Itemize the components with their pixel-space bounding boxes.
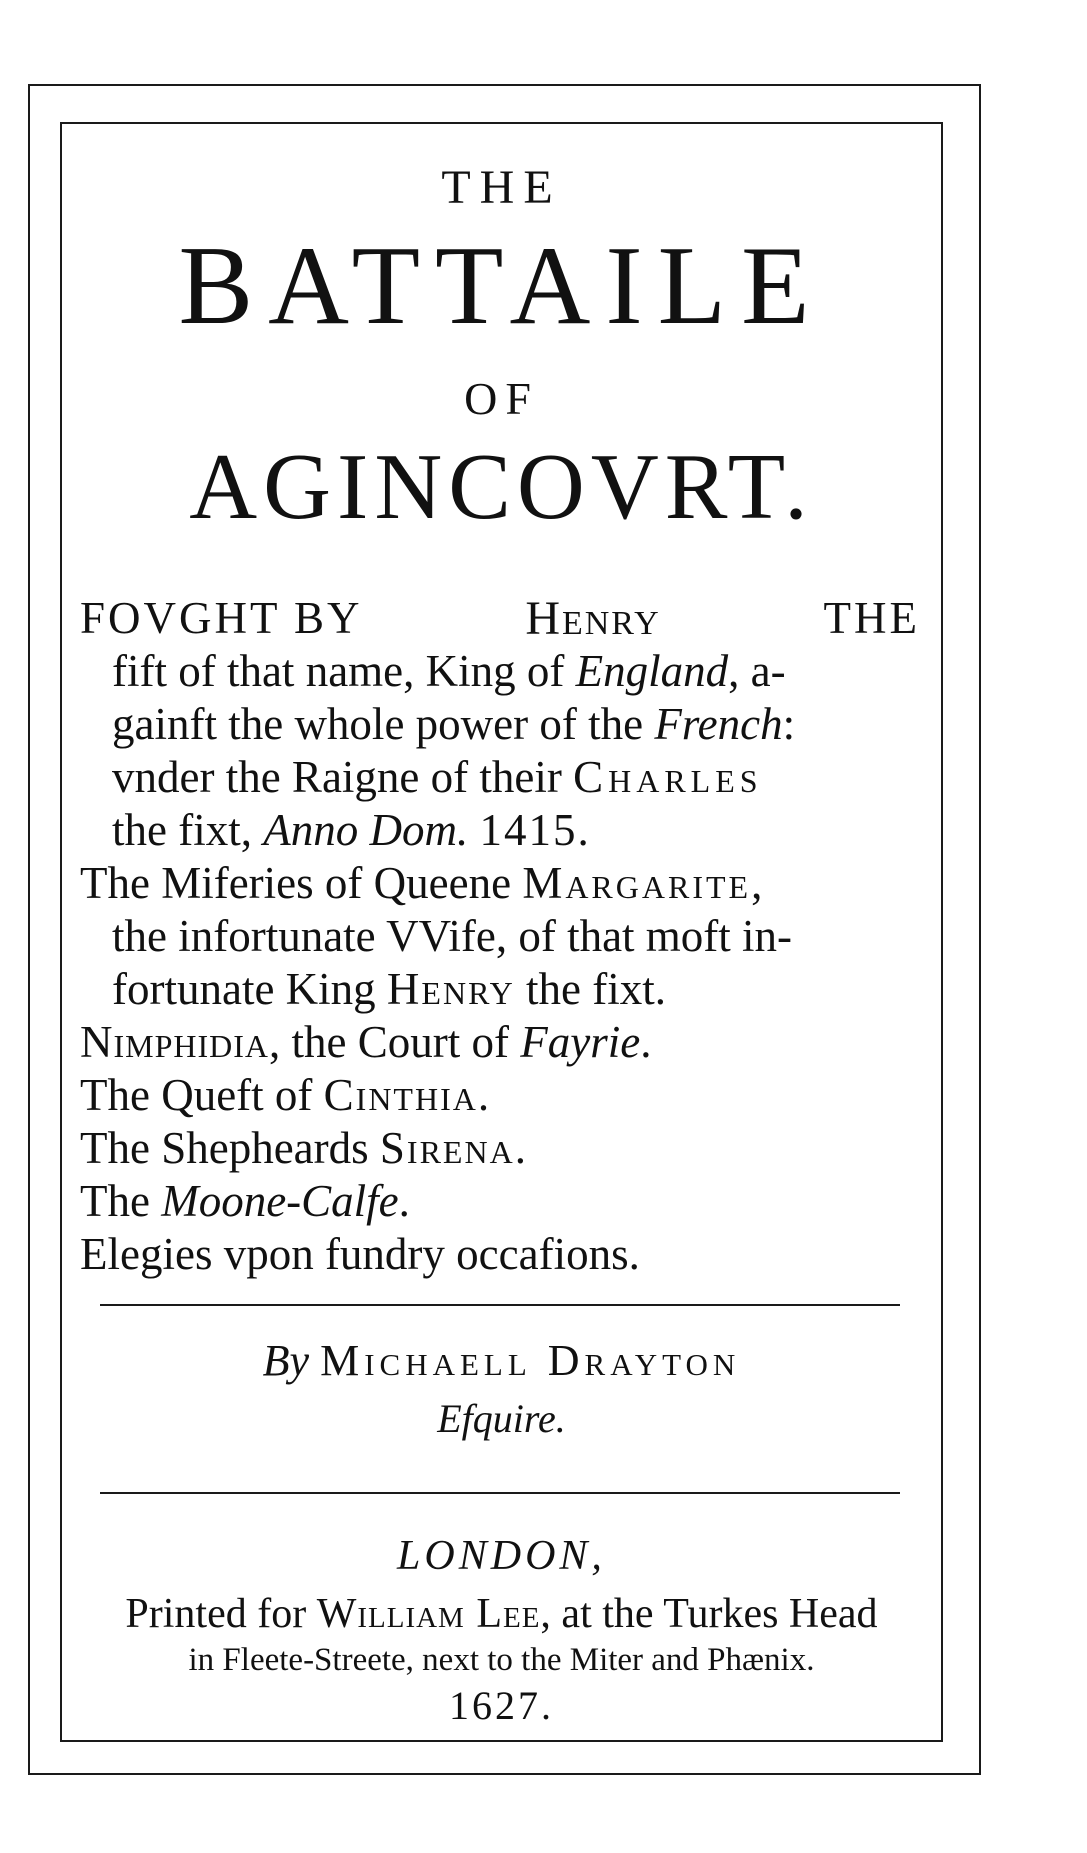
title-of: OF [464,373,539,424]
contents-line-10 [80,1069,489,1122]
contents-line-6-b: Margarite [522,858,752,908]
title-the: THE [441,161,562,214]
title-page [60,122,943,1742]
author-line [60,1335,943,1386]
imprint-printed-for [60,1590,943,1638]
author-title: Efquire. [437,1396,566,1441]
contents-line-11-b: Sirena [379,1123,515,1173]
contents-line-9 [80,1016,651,1069]
contents-line-4 [112,751,763,804]
contents-line-6-a: The Miferies of Queene [80,858,512,908]
contents-line-6 [80,857,762,910]
contents-line-3-b: French [654,699,783,749]
contents-line-10-c: . [477,1070,490,1120]
contents-line-2 [112,645,786,698]
contents-line-12 [80,1175,410,1228]
contents-line-1-c: THE [823,593,920,643]
imprint-year: 1627. [449,1683,554,1728]
contents-line-11 [80,1122,526,1175]
contents-line-7: the infortunate VVife, of that moft in- [112,911,793,961]
contents-line-2-a: fift of that name, King of [112,646,565,696]
contents-line-12-a: The [80,1176,150,1226]
contents-line-9-c: Fayrie [520,1017,641,1067]
imprint-printed-a: Printed for [125,1591,307,1637]
contents-line-13: Elegies vpon fundry occafions. [80,1229,640,1279]
contents-line-11-a: The Shepheards [80,1123,369,1173]
contents-line-6-c: , [751,858,763,908]
contents-line-9-a: Nimphidia [80,1017,270,1067]
contents-line-3 [112,698,795,751]
contents-line-3-a: gainft the whole power of the [112,699,644,749]
contents-line-8 [112,963,666,1016]
author-by: By [262,1336,310,1385]
contents-line-1-a: FOVGHT BY [80,593,363,643]
author-name: Michaell Drayton [320,1336,741,1385]
contents-line-10-b: Cinthia [323,1070,478,1120]
title-agincourt: AGINCOVRT. [189,435,814,539]
contents-line-4-b: Charles [573,752,763,802]
imprint-city: LONDON, [397,1533,606,1579]
contents-line-2-c: , a- [728,646,786,696]
contents-line-11-c: . [514,1123,526,1173]
imprint-printer-name: William Lee [316,1591,541,1637]
contents-line-8-b: Henry [386,964,515,1014]
contents-line-2-b: England [575,646,729,696]
contents-line-5-a: the fixt, [112,805,252,855]
contents-line-1 [80,592,920,645]
imprint-address: in Fleete-Streete, next to the Miter and Phænix. [188,1642,815,1678]
contents-line-4-a: vnder the Raigne of their [112,752,562,802]
title-battaile: BATTAILE [178,224,825,348]
contents-line-1-b: Henry [525,592,661,645]
contents-line-5-b: Anno Dom. [263,805,469,855]
contents-line-12-b: Moone-Calfe [161,1176,399,1226]
contents-line-8-c: the fixt. [526,964,666,1014]
contents-line-12-c: . [398,1176,410,1226]
contents-line-5-c: 1415. [479,805,591,855]
contents-line-5 [112,804,591,857]
contents-line-3-c: : [782,699,796,749]
imprint-printed-c: , at the Turkes Head [540,1591,878,1637]
divider-rule-lower [100,1492,900,1494]
contents-line-8-a: fortunate King [112,964,376,1014]
contents-line-9-d: . [640,1017,652,1067]
contents-line-9-b: , the Court of [269,1017,510,1067]
contents-line-10-a: The Queft of [80,1070,313,1120]
divider-rule-upper [100,1304,900,1306]
